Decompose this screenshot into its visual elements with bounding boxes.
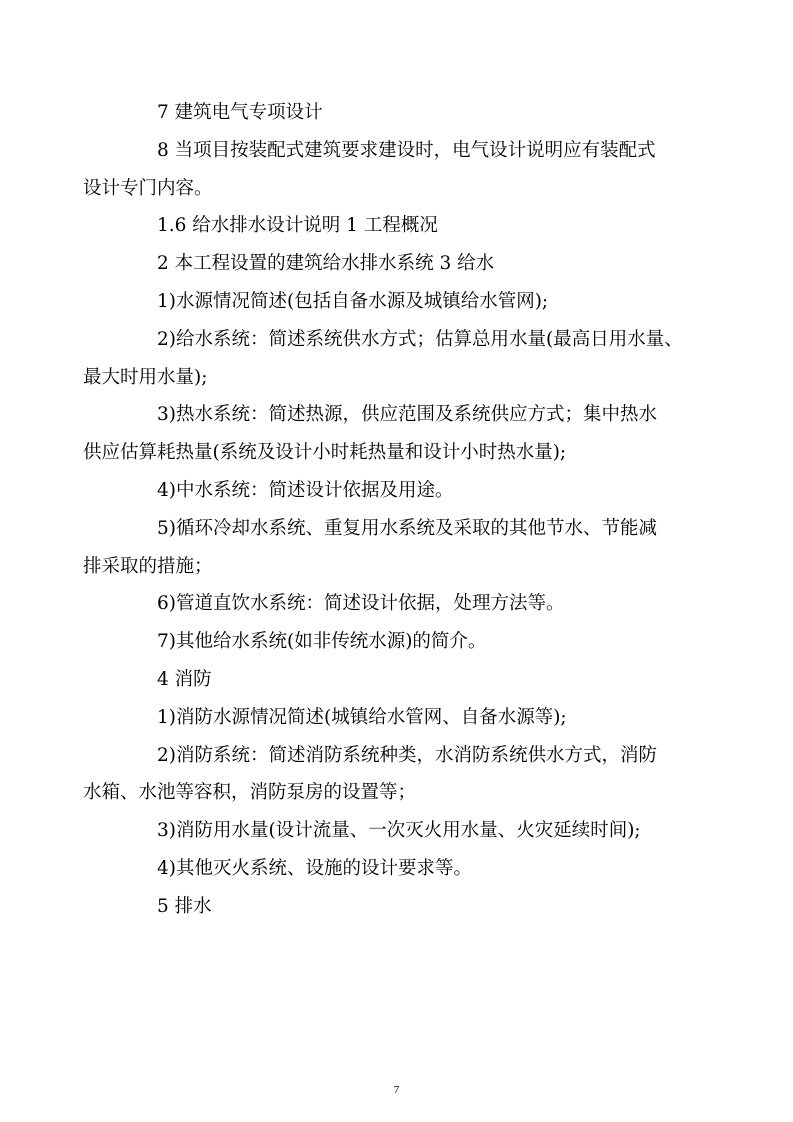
text-line: 5)循环冷却水系统、重复用水系统及采取的其他节水、节能减 [157, 517, 657, 539]
paragraph-section-7 [120, 94, 680, 132]
text-line: 设计专门内容。 [83, 177, 213, 199]
paragraph-section-8 [83, 132, 680, 208]
text-line: 1.6 给水排水设计说明 1 工程概况 [157, 215, 438, 237]
text-line: 排采取的措施； [83, 555, 213, 577]
text-line: 水箱、水池等容积，消防泵房的设置等； [83, 782, 417, 804]
text-line: 4 消防 [157, 668, 212, 690]
paragraph-fire-system [83, 737, 680, 813]
text-line: 1)水源情况简述(包括自备水源及城镇给水管网); [157, 290, 549, 312]
text-line: 2 本工程设置的建筑给水排水系统 3 给水 [157, 253, 495, 275]
paragraph-cooling-water [83, 510, 680, 586]
paragraph-water-source [120, 283, 680, 321]
paragraph-other-extinguishing [120, 850, 680, 888]
paragraph-item-2-3 [120, 245, 680, 283]
text-line: 7)其他给水系统(如非传统水源)的简介。 [157, 631, 487, 653]
page-number: 7 [393, 1084, 400, 1096]
paragraph-water-supply-system [83, 321, 683, 397]
paragraph-section-fire [120, 661, 680, 699]
text-line: 5 排水 [157, 895, 212, 917]
paragraph-fire-water-demand [120, 812, 680, 850]
document-body [83, 94, 683, 926]
text-line: 2)给水系统：简述系统供水方式；估算总用水量(最高日用水量、 [157, 328, 683, 350]
text-line: 6)管道直饮水系统：简述设计依据，处理方法等。 [157, 593, 565, 615]
paragraph-section-drainage [120, 888, 680, 926]
text-line: 3)消防用水量(设计流量、一次灭火用水量、火灾延续时间); [157, 820, 641, 842]
text-line: 1)消防水源情况简述(城镇给水管网、自备水源等); [157, 706, 567, 728]
text-line: 最大时用水量); [83, 366, 208, 388]
paragraph-drinking-water [120, 585, 680, 623]
text-line: 2)消防系统：简述消防系统种类，水消防系统供水方式，消防 [157, 744, 657, 766]
paragraph-heading-1-6 [120, 207, 680, 245]
text-line: 供应估算耗热量(系统及设计小时耗热量和设计小时热水量); [83, 442, 567, 464]
text-line: 4)中水系统：简述设计依据及用途。 [157, 479, 454, 501]
text-line: 3)热水系统：简述热源，供应范围及系统供应方式；集中热水 [157, 404, 657, 426]
text-line: 7 建筑电气专项设计 [157, 102, 323, 123]
text-line: 8 当项目按装配式建筑要求建设时，电气设计说明应有装配式 [157, 139, 656, 161]
paragraph-reclaimed-water [120, 472, 680, 510]
paragraph-hot-water-system [83, 396, 680, 472]
paragraph-fire-water-source [120, 699, 680, 737]
paragraph-other-supply [120, 623, 680, 661]
text-line: 4)其他灭火系统、设施的设计要求等。 [157, 857, 472, 879]
